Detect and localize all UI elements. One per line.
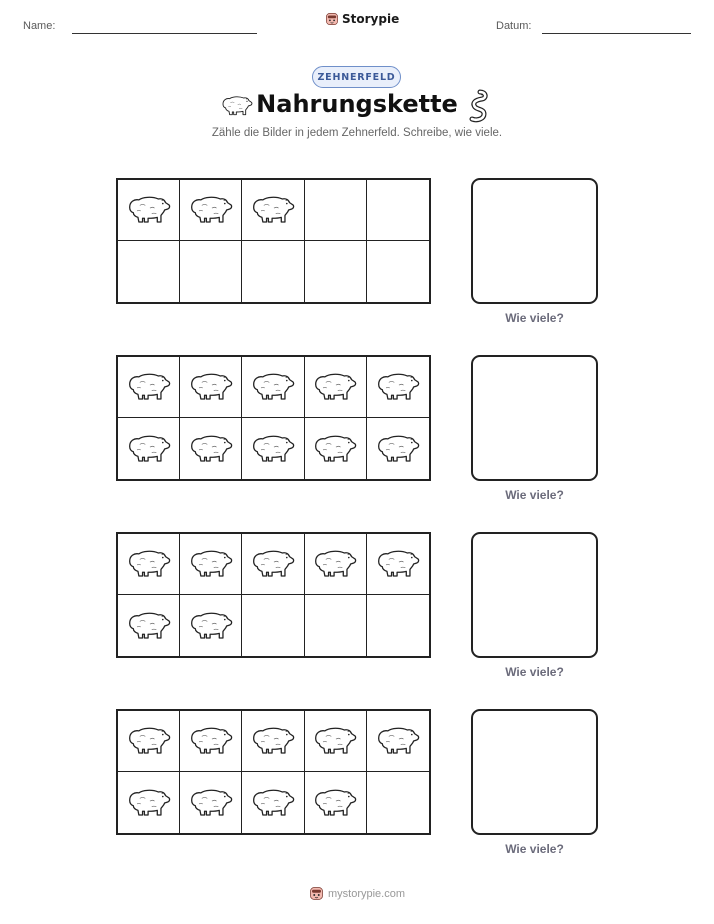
ten-frame-cell	[305, 595, 367, 656]
polar-bear-icon	[312, 724, 358, 758]
ten-frame-cell	[118, 180, 180, 241]
storypie-logo	[325, 12, 399, 26]
polar-bear-icon	[126, 432, 172, 466]
polar-bear-icon	[250, 547, 296, 581]
ten-frame-cell	[180, 241, 242, 302]
polar-bear-icon	[312, 547, 358, 581]
ten-frame-cell	[118, 711, 180, 772]
ten-frame-cell	[305, 418, 367, 479]
polar-bear-icon	[188, 193, 234, 227]
polar-bear-icon	[312, 786, 358, 820]
ten-frame-cell	[305, 241, 367, 302]
storypie-mascot-icon	[309, 886, 324, 901]
ten-frame-cell	[305, 357, 367, 418]
ten-frame-cell	[118, 595, 180, 656]
ten-frame	[116, 709, 431, 835]
ten-frame-cell	[367, 418, 429, 479]
polar-bear-icon	[250, 786, 296, 820]
ten-frame-cell	[367, 241, 429, 302]
ten-frame-cell	[118, 357, 180, 418]
ten-frame-cell	[180, 357, 242, 418]
worksheet-type-badge: ZEHNERFELD	[312, 66, 401, 88]
ten-frame-cell	[180, 595, 242, 656]
ten-frame-cell	[242, 772, 304, 833]
ten-frame	[116, 178, 431, 304]
footer-url: mystorypie.com	[327, 887, 406, 900]
ten-frame-cell	[367, 772, 429, 833]
polar-bear-icon	[126, 193, 172, 227]
ten-frame-cell	[180, 418, 242, 479]
ten-frame-cell	[242, 418, 304, 479]
storypie-mascot-icon	[325, 12, 339, 26]
polar-bear-icon	[250, 193, 296, 227]
polar-bear-icon	[126, 370, 172, 404]
worm-icon	[466, 89, 490, 123]
ten-frame-cell	[118, 241, 180, 302]
answer-box[interactable]	[471, 355, 598, 481]
ten-frame-cell	[118, 418, 180, 479]
name-line[interactable]	[72, 33, 257, 34]
answer-label: Wie viele?	[505, 842, 564, 856]
polar-bear-icon	[126, 786, 172, 820]
ten-frame-cell	[367, 357, 429, 418]
ten-frame-cell	[118, 534, 180, 595]
polar-bear-icon	[250, 724, 296, 758]
brand-name: Storypie	[342, 12, 400, 26]
polar-bear-icon	[188, 786, 234, 820]
ten-frame-cell	[367, 595, 429, 656]
ten-frame-cell	[180, 772, 242, 833]
answer-label: Wie viele?	[505, 488, 564, 502]
name-label: Name:	[23, 20, 56, 32]
answer-box[interactable]	[471, 709, 598, 835]
ten-frame-cell	[118, 772, 180, 833]
ten-frame-cell	[305, 772, 367, 833]
polar-bear-icon	[126, 724, 172, 758]
ten-frame-cell	[180, 534, 242, 595]
ten-frame-cell	[242, 357, 304, 418]
worksheet-title: Nahrungskette	[256, 90, 458, 118]
polar-bear-icon	[188, 609, 234, 643]
polar-bear-icon	[312, 370, 358, 404]
answer-box[interactable]	[471, 532, 598, 658]
ten-frame-cell	[305, 534, 367, 595]
polar-bear-icon	[126, 547, 172, 581]
polar-bear-icon	[188, 724, 234, 758]
polar-bear-icon	[250, 432, 296, 466]
ten-frame-cell	[305, 180, 367, 241]
instructions: Zähle die Bilder in jedem Zehnerfeld. Schreibe, wie viele.	[211, 127, 503, 139]
ten-frame-cell	[242, 241, 304, 302]
polar-bear-icon	[126, 609, 172, 643]
ten-frame-cell	[367, 711, 429, 772]
ten-frame-cell	[242, 534, 304, 595]
footer	[0, 886, 714, 901]
ten-frame-cell	[242, 180, 304, 241]
ten-frame-cell	[367, 180, 429, 241]
answer-label: Wie viele?	[505, 665, 564, 679]
ten-frame-cell	[305, 711, 367, 772]
answer-box[interactable]	[471, 178, 598, 304]
worksheet-header	[0, 0, 714, 50]
polar-bear-icon	[375, 432, 421, 466]
polar-bear-icon	[188, 370, 234, 404]
date-line[interactable]	[542, 33, 691, 34]
ten-frame-cell	[180, 711, 242, 772]
polar-bear-icon	[188, 547, 234, 581]
polar-bear-icon	[375, 724, 421, 758]
date-label: Datum:	[496, 20, 532, 32]
answer-label: Wie viele?	[505, 311, 564, 325]
polar-bear-icon	[375, 547, 421, 581]
ten-frame	[116, 355, 431, 481]
polar-bear-icon	[312, 432, 358, 466]
ten-frame	[116, 532, 431, 658]
polar-bear-icon	[250, 370, 296, 404]
polar-bear-icon	[188, 432, 234, 466]
ten-frame-cell	[180, 180, 242, 241]
ten-frame-cell	[242, 595, 304, 656]
ten-frame-cell	[242, 711, 304, 772]
polar-bear-icon	[375, 370, 421, 404]
ten-frame-cell	[367, 534, 429, 595]
